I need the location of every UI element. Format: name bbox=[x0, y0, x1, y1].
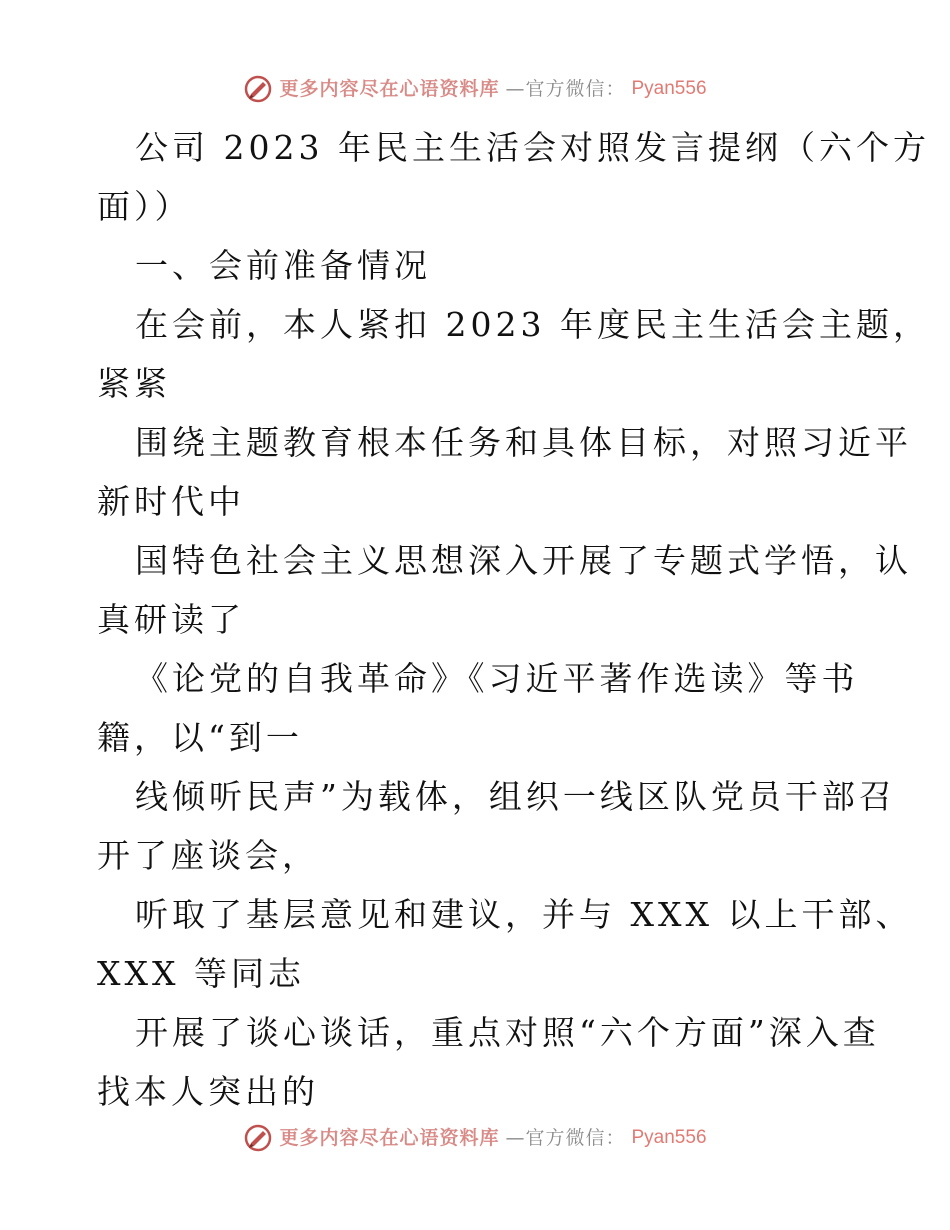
paragraph-line: 国特色社会主义思想深入开展了专题式学悟，认 bbox=[135, 541, 912, 580]
pen-logo-icon bbox=[243, 1123, 273, 1153]
paragraph-line: 线倾听民声”为载体，组织一线区队党员干部召 bbox=[135, 777, 896, 816]
document-title-line-1: 公司 2023 年民主生活会对照发言提纲（六个方 bbox=[135, 128, 930, 167]
watermark-wechat-id: Pyan556 bbox=[631, 1127, 707, 1148]
paragraph-line: 紧紧 bbox=[97, 364, 171, 403]
watermark-official-label: —官方微信： bbox=[505, 78, 626, 100]
paragraph-line: 真研读了 bbox=[97, 600, 245, 639]
paragraph-line: XXX 等同志 bbox=[97, 954, 305, 993]
document-title-line-2: 面）） bbox=[97, 187, 192, 226]
watermark-footer bbox=[0, 1123, 950, 1153]
paragraph-line: 找本人突出的 bbox=[97, 1072, 319, 1111]
watermark-main-text: 更多内容尽在心语资料库 bbox=[279, 1127, 500, 1149]
paragraph-line: 开展了谈心谈话，重点对照“六个方面”深入查 bbox=[135, 1013, 880, 1052]
section-heading: 一、会前准备情况 bbox=[135, 246, 431, 285]
pen-logo-icon bbox=[243, 74, 273, 104]
paragraph-line: 新时代中 bbox=[97, 482, 245, 521]
watermark-header bbox=[0, 74, 950, 104]
paragraph-line: 围绕主题教育根本任务和具体目标，对照习近平 bbox=[135, 423, 912, 462]
paragraph-line: 听取了基层意见和建议，并与 XXX 以上干部、 bbox=[135, 895, 913, 934]
paragraph-line: 籍，以“到一 bbox=[97, 718, 303, 757]
paragraph-line: 《论党的自我革命》《习近平著作选读》等书 bbox=[135, 659, 859, 698]
paragraph-line: 在会前，本人紧扣 2023 年度民主生活会主题， bbox=[135, 305, 930, 344]
document-body bbox=[97, 118, 930, 1121]
watermark-official-label: —官方微信： bbox=[505, 1127, 626, 1149]
watermark-wechat-id: Pyan556 bbox=[631, 78, 707, 99]
watermark-main-text: 更多内容尽在心语资料库 bbox=[279, 78, 500, 100]
paragraph-line: 开了座谈会， bbox=[97, 836, 319, 875]
